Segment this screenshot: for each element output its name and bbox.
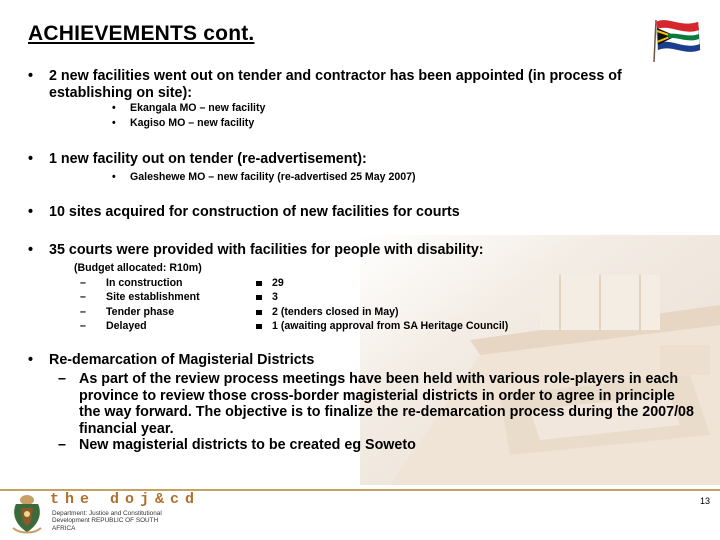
list-item: 29 [256, 276, 508, 291]
bullet-text: 2 new facilities went out on tender and contractor has been appointed (in process of establishing on site): [49, 68, 622, 101]
coat-of-arms-icon [10, 492, 44, 536]
page-title: ACHIEVEMENTS cont. [28, 22, 255, 45]
bullet-text: 35 courts were provided with facilities for people with disability: [49, 242, 484, 258]
budget-label: (Budget allocated: R10m) [74, 262, 202, 274]
bullet-marker: • [28, 151, 34, 167]
list-item: • Galeshewe MO – new facility (re-advertised 25 May 2007) [112, 171, 416, 183]
budget-list [74, 261, 202, 334]
brand-logo-text: the doj&cd [50, 491, 201, 508]
list-item: • Kagiso MO – new facility [112, 117, 255, 129]
bullet-text: 1 new facility out on tender (re-advertisement): [49, 151, 367, 167]
budget-values [256, 276, 508, 334]
bullet-disability [24, 242, 704, 332]
list-item: • Ekangala MO – new facility [112, 102, 266, 114]
south-africa-flag-icon [648, 14, 706, 64]
list-item: 2 (tenders closed in May) [256, 305, 508, 320]
bullet-tender-contractor [24, 68, 704, 129]
list-item: – Site establishment [80, 291, 200, 303]
bullet-marker: • [28, 242, 34, 258]
list-item: – In construction [80, 276, 183, 289]
list-item: – As part of the review process meetings have been held with various role-players in each province to review those cross-border magisterial districts in order to agree in principle the way forward. The objective is to finalize the re-demarcation process during the 2007/08 financial year. [58, 371, 694, 437]
list-item: – New magisterial districts to be created eg Soweto [58, 437, 416, 453]
list-item: – Delayed [80, 320, 147, 332]
bullet-marker: • [28, 352, 34, 368]
page-number: 13 [700, 496, 711, 506]
bullet-marker: • [28, 204, 34, 220]
list-item: 3 [256, 290, 508, 305]
list-item: – Tender phase [80, 305, 175, 318]
bullet-text: Re-demarcation of Magisterial Districts [49, 352, 315, 368]
bullet-sites [24, 204, 704, 221]
list-item: 1 (awaiting approval from SA Heritage Council) [256, 319, 508, 334]
bullet-redemarcation [24, 352, 704, 453]
department-name: Department: Justice and Constitutional Development REPUBLIC OF SOUTH AFRICA [52, 510, 162, 532]
bullet-text: 10 sites acquired for construction of new facilities for courts [49, 204, 460, 220]
bullet-marker: • [28, 68, 34, 84]
bullet-readvert [24, 151, 704, 183]
